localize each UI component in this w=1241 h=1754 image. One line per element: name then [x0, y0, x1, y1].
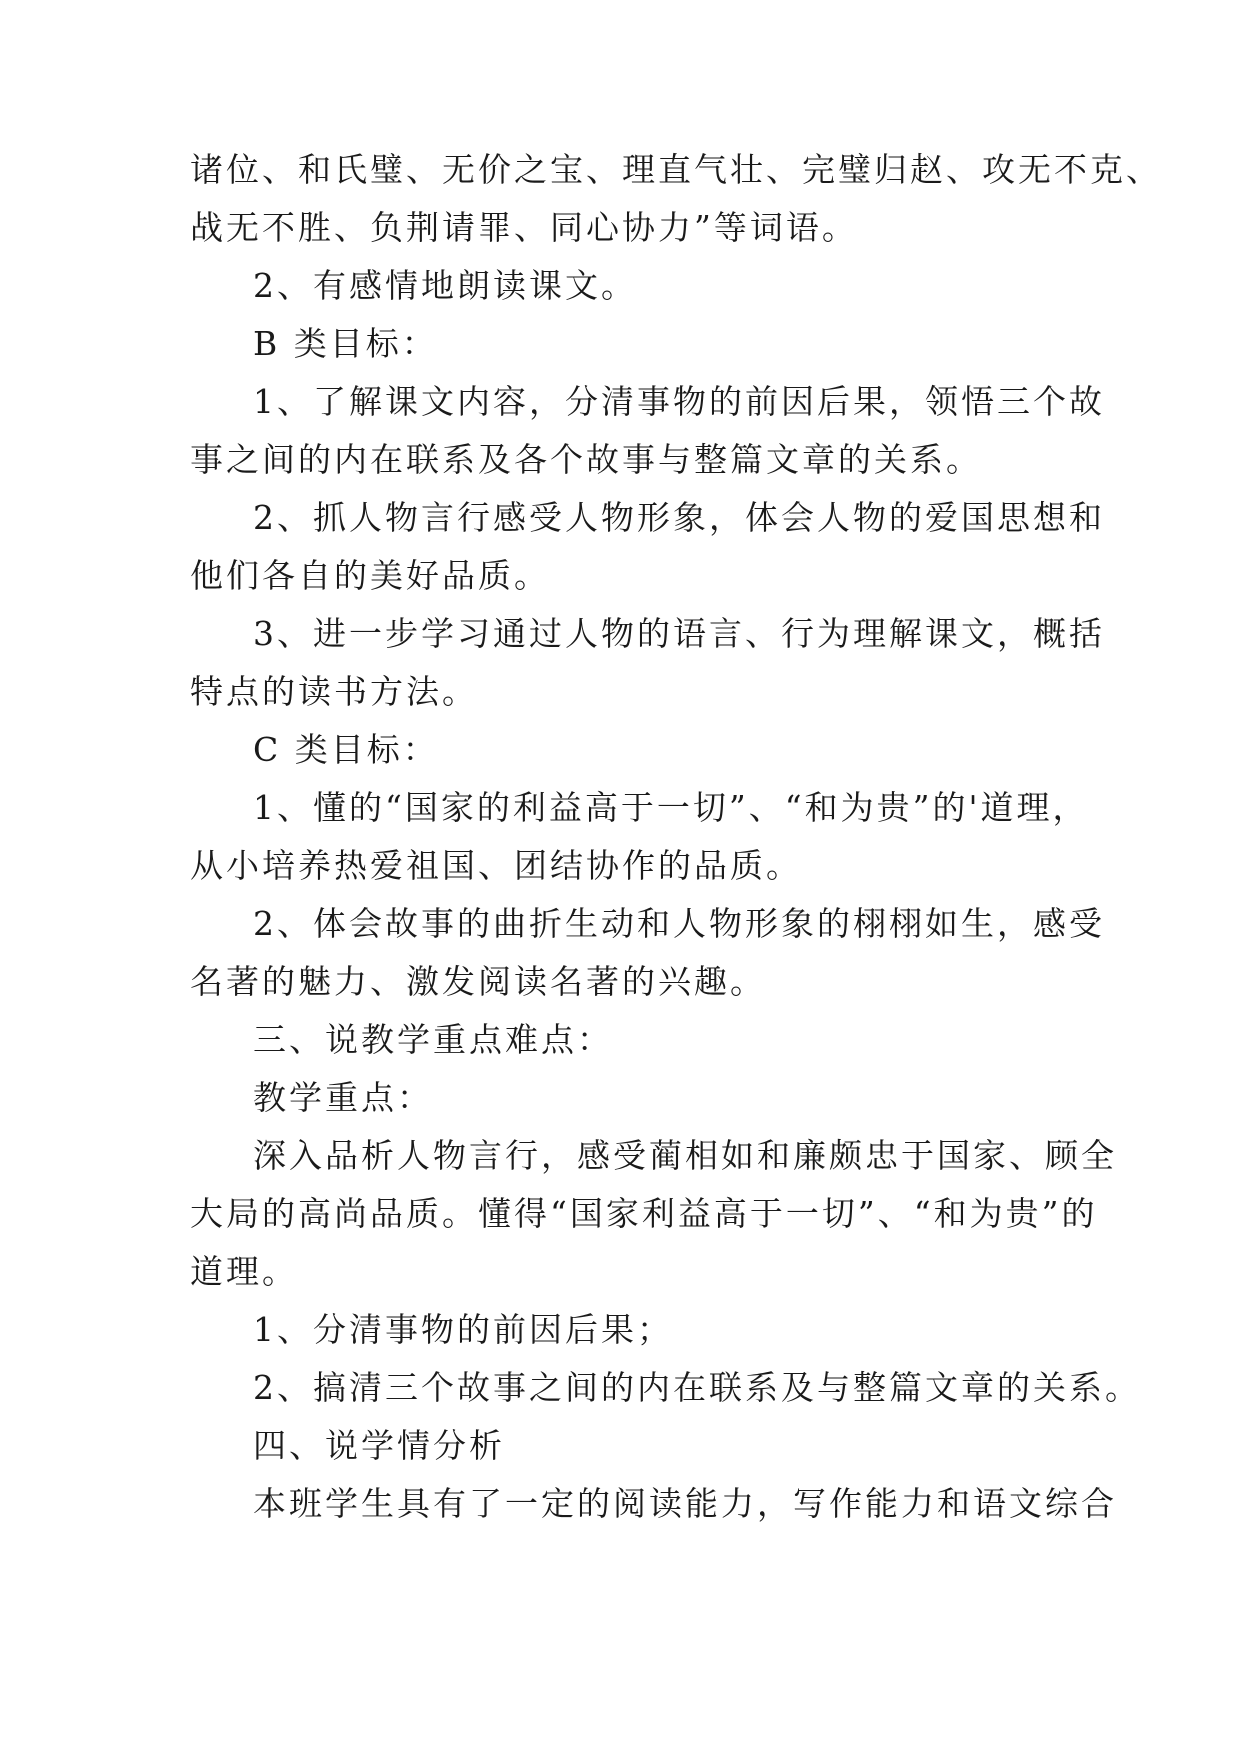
- text-line: 他们各自的美好品质。: [190, 556, 550, 595]
- text-line: 深入品析人物言行，感受蔺相如和廉颇忠于国家、顾全: [253, 1136, 1117, 1175]
- text-line: 诸位、和氏璧、无价之宝、理直气壮、完璧归赵、攻无不克、: [190, 150, 1162, 189]
- text-line: 2、体会故事的曲折生动和人物形象的栩栩如生，感受: [253, 904, 1105, 943]
- text-line: 1、了解课文内容，分清事物的前因后果，领悟三个故: [253, 382, 1105, 421]
- section-heading: 教学重点：: [253, 1078, 433, 1117]
- text-line: 道理。: [190, 1252, 298, 1291]
- text-line: 事之间的内在联系及各个故事与整篇文章的关系。: [190, 440, 982, 479]
- text-line: 战无不胜、负荆请罪、同心协力”等词语。: [190, 208, 858, 247]
- text-line: 2、搞清三个故事之间的内在联系及与整篇文章的关系。: [253, 1368, 1141, 1407]
- text-line: 2、抓人物言行感受人物形象，体会人物的爱国思想和: [253, 498, 1105, 537]
- text-line: 1、分清事物的前因后果；: [253, 1310, 673, 1349]
- section-heading: C 类目标：: [253, 730, 439, 769]
- text-line: 从小培养热爱祖国、团结协作的品质。: [190, 846, 802, 885]
- text-line: 特点的读书方法。: [190, 672, 478, 711]
- text-line: 大局的高尚品质。懂得“国家利益高于一切”、“和为贵”的: [190, 1194, 1098, 1233]
- text-line: 2、有感情地朗读课文。: [253, 266, 637, 305]
- text-line: 3、进一步学习通过人物的语言、行为理解课文，概括: [253, 614, 1105, 653]
- section-heading: 四、说学情分析: [253, 1426, 505, 1465]
- text-line: 本班学生具有了一定的阅读能力，写作能力和语文综合: [253, 1484, 1117, 1523]
- text-line: 1、懂的“国家的利益高于一切”、“和为贵”的'道理，: [253, 788, 1089, 827]
- section-heading: B 类目标：: [253, 324, 438, 363]
- text-line: 名著的魅力、激发阅读名著的兴趣。: [190, 962, 766, 1001]
- section-heading: 三、说教学重点难点：: [253, 1020, 613, 1059]
